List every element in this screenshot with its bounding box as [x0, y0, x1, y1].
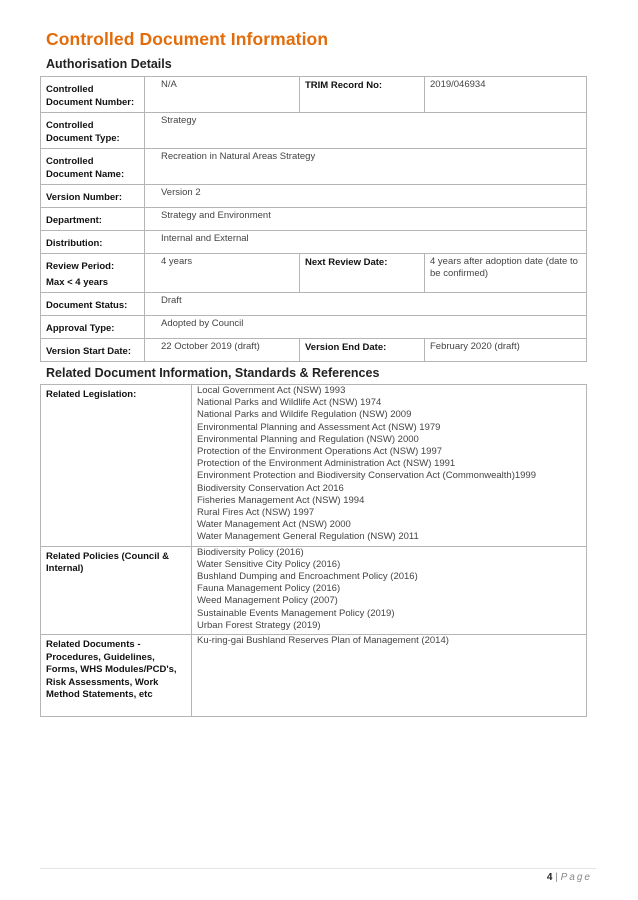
start-date-value: 22 October 2019 (draft): [145, 339, 300, 362]
authorisation-table: [40, 76, 587, 362]
list-item: Protection of the Environment Operations Act (NSW) 1997: [197, 446, 443, 458]
trim-label: TRIM Record No:: [300, 77, 425, 113]
trim-value: 2019/046934: [425, 77, 587, 113]
review-period-label-text: Review Period:: [46, 261, 115, 272]
list-item: Bushland Dumping and Encroachment Policy (2016): [197, 571, 418, 583]
doc-type-value: Strategy: [145, 113, 587, 149]
list-item: National Parks and Wildlife Act (NSW) 1974: [197, 397, 382, 409]
table-row: [41, 185, 587, 208]
department-value: Strategy and Environment: [145, 208, 587, 231]
list-item: Fisheries Management Act (NSW) 1994: [197, 494, 365, 506]
documents-list: [192, 635, 587, 717]
doc-type-label: Controlled Document Type:: [41, 113, 145, 149]
end-date-value: February 2020 (draft): [425, 339, 587, 362]
list-item: Water Management Act (NSW) 2000: [197, 519, 351, 531]
page-number: 4: [546, 872, 553, 883]
page-title: Controlled Document Information: [46, 29, 329, 49]
table-row: [41, 208, 587, 231]
legislation-label: Related Legislation:: [41, 385, 192, 547]
department-label: Department:: [41, 208, 145, 231]
list-item: Weed Management Policy (2007): [197, 595, 338, 607]
table-row: [41, 635, 587, 717]
table-row: [41, 339, 587, 362]
table-row: [41, 385, 587, 547]
table-row: [41, 231, 587, 254]
list-item: National Parks and Wildife Regulation (NSW) 2009: [197, 409, 412, 421]
table-row: [41, 293, 587, 316]
version-value: Version 2: [145, 185, 587, 208]
table-row: [41, 77, 587, 113]
list-item: Environmental Planning and Regulation (NSW) 2000: [197, 433, 419, 445]
footer-separator: |: [555, 872, 558, 883]
policies-list: [192, 546, 587, 634]
authorisation-heading: Authorisation Details: [46, 57, 172, 71]
status-label: Document Status:: [41, 293, 145, 316]
page-footer: [547, 872, 592, 883]
doc-number-value: N/A: [145, 77, 300, 113]
distribution-label: Distribution:: [41, 231, 145, 254]
list-item: Water Sensitive City Policy (2016): [197, 558, 341, 570]
list-item: Local Government Act (NSW) 1993: [197, 385, 346, 396]
table-row: [41, 316, 587, 339]
related-heading: Related Document Information, Standards & References: [46, 366, 380, 380]
doc-name-label: Controlled Document Name:: [41, 149, 145, 185]
next-review-value: 4 years after adoption date (date to be confirmed): [425, 254, 587, 293]
review-period-value: 4 years: [145, 254, 300, 293]
policies-label: Related Policies (Council & Internal): [41, 546, 192, 634]
table-row: [41, 546, 587, 634]
next-review-label: Next Review Date:: [300, 254, 425, 293]
footer-divider: [40, 868, 596, 869]
list-item: Protection of the Environment Administration Act (NSW) 1991: [197, 458, 456, 470]
list-item: Environment Protection and Biodiversity Conservation Act (Commonwealth)1999: [197, 470, 536, 482]
related-table: [40, 384, 587, 717]
list-item: Sustainable Events Management Policy (2019): [197, 607, 395, 619]
distribution-value: Internal and External: [145, 231, 587, 254]
approval-value: Adopted by Council: [145, 316, 587, 339]
list-item: Rural Fires Act (NSW) 1997: [197, 507, 315, 519]
status-value: Draft: [145, 293, 587, 316]
list-item: Environmental Planning and Assessment Act (NSW) 1979: [197, 421, 441, 433]
legislation-list: [192, 385, 587, 547]
approval-label: Approval Type:: [41, 316, 145, 339]
table-row: [41, 113, 587, 149]
list-item: Biodiversity Policy (2016): [197, 546, 304, 558]
version-label: Version Number:: [41, 185, 145, 208]
doc-name-value: Recreation in Natural Areas Strategy: [145, 149, 587, 185]
list-item: Biodiversity Conservation Act 2016: [197, 482, 344, 494]
list-item: Fauna Management Policy (2016): [197, 583, 341, 595]
list-item: Ku-ring-gai Bushland Reserves Plan of Management (2014): [197, 635, 449, 647]
list-item: Water Management General Regulation (NSW) 2011: [197, 531, 419, 543]
start-date-label: Version Start Date:: [41, 339, 145, 362]
end-date-label: Version End Date:: [300, 339, 425, 362]
doc-number-label: Controlled Document Number:: [41, 77, 145, 113]
documents-label: Related Documents - Procedures, Guidelines, Forms, WHS Modules/PCD's, Risk Assessments, Work Method Statements, etc: [41, 635, 192, 717]
review-period-max: Max < 4 years: [46, 277, 109, 288]
list-item: Urban Forest Strategy (2019): [197, 619, 321, 631]
table-row: [41, 149, 587, 185]
page-word: Page: [560, 872, 592, 883]
review-period-label: [41, 254, 145, 293]
table-row: [41, 254, 587, 293]
